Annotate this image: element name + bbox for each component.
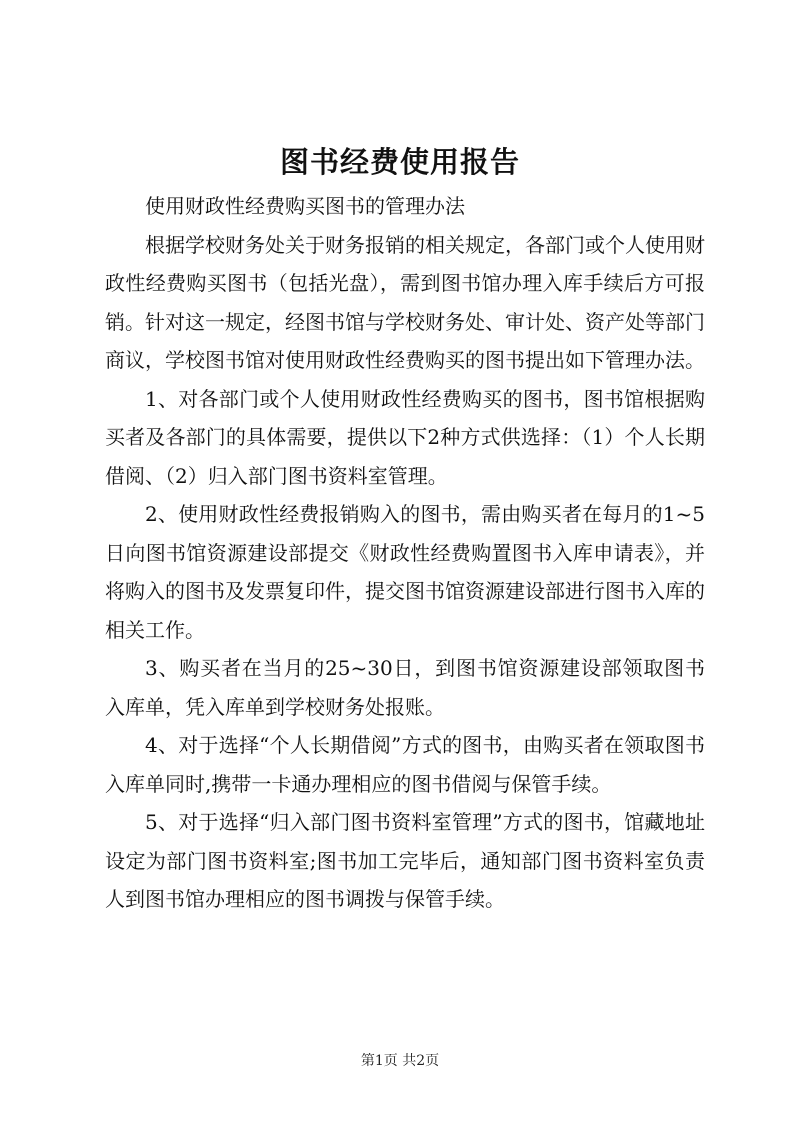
paragraph-subtitle: 使用财政性经费购买图书的管理办法 (145, 194, 465, 218)
page-title: 图书经费使用报告 (279, 145, 520, 179)
paragraph-item-1: 1、对各部门或个人使用财政性经费购买的图书，图书馆根据购买者及各部门的具体需要，提供以下2种方式供选择：（1）个人长期借阅、（2）归入部门图书资料室管理。 (105, 386, 705, 488)
paragraph-intro: 根据学校财务处关于财务报销的相关规定，各部门或个人使用财政性经费购买图书（包括光盘），需到图书馆办理入库手续后方可报销。针对这一规定，经图书馆与学校财务处、审计处、资产处等部门商议，学校图书馆对使用财政性经费购买的图书提出如下管理办法。 (105, 232, 705, 372)
paragraph-item-2: 2、使用财政性经费报销购入的图书，需由购买者在每月的1~5日向图书馆资源建设部提交《财政性经费购置图书入库申请表》，并将购入的图书及发票复印件，提交图书馆资源建设部进行图书入库的相关工作。 (105, 502, 705, 642)
document-body (105, 187, 705, 919)
page-number-footer: 第1页 共2页 (360, 1053, 440, 1069)
paragraph-item-4: 4、对于选择“个人长期借阅”方式的图书，由购买者在领取图书入库单同时,携带一卡通办理相应的图书借阅与保管手续。 (105, 733, 705, 796)
paragraph-item-5: 5、对于选择“归入部门图书资料室管理”方式的图书，馆藏地址设定为部门图书资料室;图书加工完毕后，通知部门图书资料室负责人到图书馆办理相应的图书调拨与保管手续。 (105, 810, 705, 911)
paragraph-item-3: 3、购买者在当月的25~30日，到图书馆资源建设部领取图书入库单，凭入库单到学校财务处报账。 (105, 656, 705, 719)
